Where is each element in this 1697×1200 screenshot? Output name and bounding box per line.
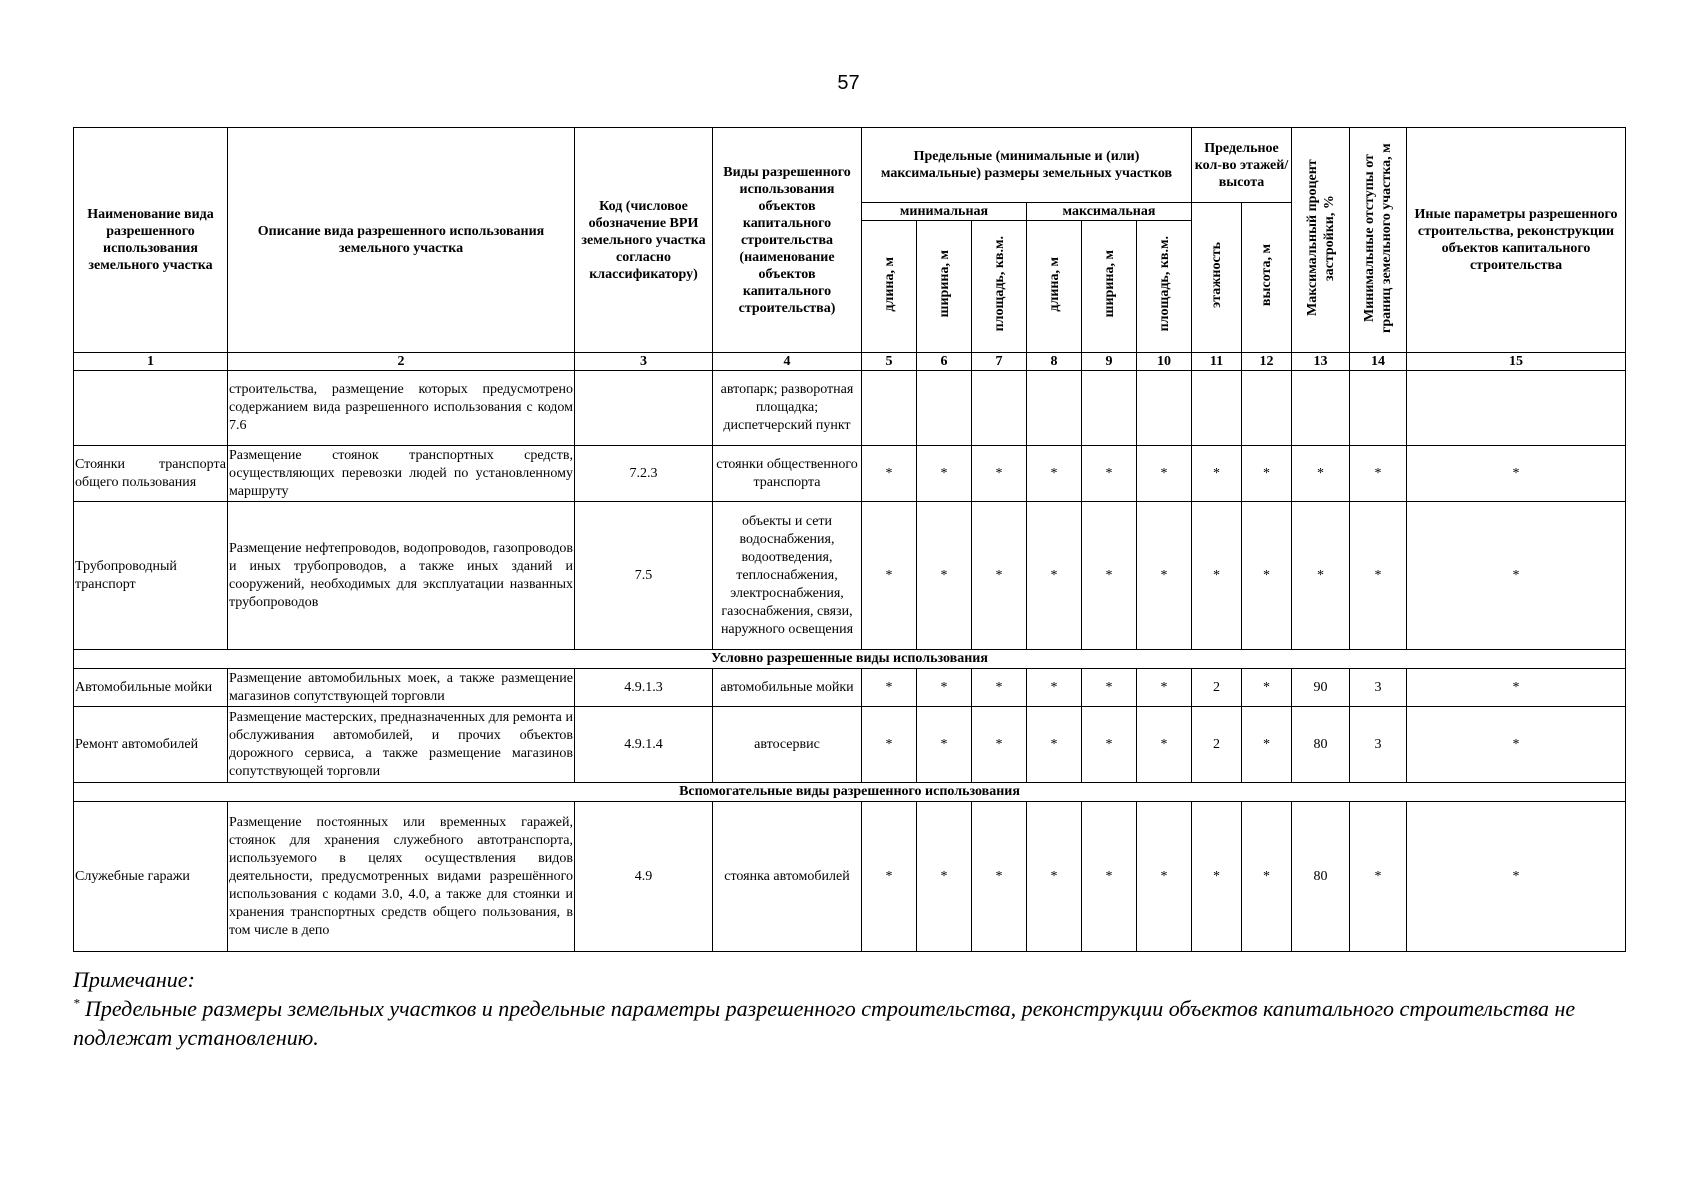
footnote — [73, 965, 1633, 1052]
use-name: Ремонт автомобилей — [74, 707, 228, 783]
cell-max-width: * — [1082, 502, 1137, 650]
cell-floors: 2 — [1192, 707, 1242, 783]
header-objects: Виды разрешенного использования объектов капитального строительства (наименование объектов капитального строительства) — [713, 128, 862, 353]
header-description: Описание вида разрешенного использования земельного участка — [228, 128, 575, 353]
header-min-offsets: Минимальные отступы от границ земельного участка, м — [1350, 128, 1407, 353]
cell-floors: * — [1192, 502, 1242, 650]
footnote-text: Предельные размеры земельных участков и предельные параметры разрешенного строительства, реконструкции объектов капитального строительства не подлежат установлению. — [73, 996, 1576, 1050]
cell-min-width: * — [917, 669, 972, 707]
use-name: Стоянки транспорта общего пользования — [74, 446, 228, 502]
use-name: Служебные гаражи — [74, 802, 228, 952]
use-objects: автосервис — [713, 707, 862, 783]
cell-other-params: * — [1407, 502, 1626, 650]
cell-max-area: * — [1137, 707, 1192, 783]
header-name: Наименование вида разрешенного использования земельного участка — [74, 128, 228, 353]
cell-min-width: * — [917, 446, 972, 502]
cell-other-params: * — [1407, 669, 1626, 707]
header-max-width: ширина, м — [1082, 221, 1137, 353]
cell-max-width — [1082, 371, 1137, 446]
header-code: Код (числовое обозначение ВРИ земельного участка согласно классификатору) — [575, 128, 713, 353]
cell-min-area — [972, 371, 1027, 446]
cell-max-percent: 80 — [1292, 707, 1350, 783]
footnote-title: Примечание: — [73, 967, 195, 992]
column-number: 13 — [1292, 353, 1350, 371]
page-number: 57 — [837, 72, 860, 94]
column-number: 3 — [575, 353, 713, 371]
section-auxiliary-title: Вспомогательные виды разрешенного использования — [74, 783, 1626, 802]
cell-min-length: * — [862, 802, 917, 952]
column-number: 11 — [1192, 353, 1242, 371]
header-height: высота, м — [1242, 203, 1292, 353]
column-number: 14 — [1350, 353, 1407, 371]
header-max-percent: Максимальный процент застройки, % — [1292, 128, 1350, 353]
use-code: 7.2.3 — [575, 446, 713, 502]
header-max-length: длина, м — [1027, 221, 1082, 353]
cell-height: * — [1242, 446, 1292, 502]
cell-max-length: * — [1027, 446, 1082, 502]
cell-min-area: * — [972, 802, 1027, 952]
cell-max-area — [1137, 371, 1192, 446]
cell-min-length: * — [862, 502, 917, 650]
use-code: 4.9 — [575, 802, 713, 952]
header-other-params: Иные параметры разрешенного строительства, реконструкции объектов капитального строительства — [1407, 128, 1626, 353]
cell-floors: 2 — [1192, 669, 1242, 707]
cell-max-width: * — [1082, 669, 1137, 707]
cell-max-length: * — [1027, 669, 1082, 707]
header-sizes-group: Предельные (минимальные и (или) максимальные) размеры земельных участков — [862, 128, 1192, 203]
table-row — [74, 802, 1626, 952]
cell-min-offsets: * — [1350, 446, 1407, 502]
use-objects: автомобильные мойки — [713, 669, 862, 707]
section-row — [74, 783, 1626, 802]
cell-min-area: * — [972, 707, 1027, 783]
use-code: 4.9.1.4 — [575, 707, 713, 783]
use-name — [74, 371, 228, 446]
column-number: 1 — [74, 353, 228, 371]
use-code: 7.5 — [575, 502, 713, 650]
header-min-length: длина, м — [862, 221, 917, 353]
cell-max-percent: 90 — [1292, 669, 1350, 707]
cell-min-length: * — [862, 669, 917, 707]
cell-floors: * — [1192, 446, 1242, 502]
use-name: Автомобильные мойки — [74, 669, 228, 707]
cell-height — [1242, 371, 1292, 446]
footnote-mark: * — [73, 995, 80, 1011]
cell-max-length: * — [1027, 502, 1082, 650]
use-description: Размещение нефтепроводов, водопроводов, газопроводов и иных трубопроводов, а также иных зданий и сооружений, необходимых для эксплуатации названных трубопроводов — [228, 502, 575, 650]
cell-max-area: * — [1137, 669, 1192, 707]
cell-min-offsets: 3 — [1350, 669, 1407, 707]
cell-min-area: * — [972, 502, 1027, 650]
cell-min-width: * — [917, 502, 972, 650]
use-objects: стоянка автомобилей — [713, 802, 862, 952]
cell-min-offsets — [1350, 371, 1407, 446]
use-objects: стоянки общественного транспорта — [713, 446, 862, 502]
cell-min-width: * — [917, 802, 972, 952]
column-number: 10 — [1137, 353, 1192, 371]
use-description: строительства, размещение которых предусмотрено содержанием вида разрешенного использования с кодом 7.6 — [228, 371, 575, 446]
cell-other-params: * — [1407, 802, 1626, 952]
cell-height: * — [1242, 802, 1292, 952]
cell-other-params — [1407, 371, 1626, 446]
column-number: 2 — [228, 353, 575, 371]
cell-max-width: * — [1082, 802, 1137, 952]
cell-other-params: * — [1407, 707, 1626, 783]
column-number: 9 — [1082, 353, 1137, 371]
cell-max-percent: * — [1292, 446, 1350, 502]
table-row — [74, 669, 1626, 707]
section-conditional-title: Условно разрешенные виды использования — [74, 650, 1626, 669]
use-description: Размещение мастерских, предназначенных для ремонта и обслуживания автомобилей, и прочих объектов дорожного сервиса, а также размещение магазинов сопутствующей торговли — [228, 707, 575, 783]
header-min-width: ширина, м — [917, 221, 972, 353]
cell-min-width: * — [917, 707, 972, 783]
cell-max-length: * — [1027, 802, 1082, 952]
cell-max-percent: 80 — [1292, 802, 1350, 952]
column-number: 12 — [1242, 353, 1292, 371]
table-row — [74, 371, 1626, 446]
cell-max-area: * — [1137, 502, 1192, 650]
cell-height: * — [1242, 502, 1292, 650]
cell-max-width: * — [1082, 446, 1137, 502]
column-number: 4 — [713, 353, 862, 371]
cell-max-percent — [1292, 371, 1350, 446]
cell-min-offsets: * — [1350, 502, 1407, 650]
land-use-table — [73, 127, 1626, 952]
cell-height: * — [1242, 707, 1292, 783]
header-max-group: максимальная — [1027, 203, 1192, 221]
column-number: 8 — [1027, 353, 1082, 371]
table-row — [74, 502, 1626, 650]
cell-min-length — [862, 371, 917, 446]
cell-max-width: * — [1082, 707, 1137, 783]
use-description: Размещение стоянок транспортных средств, осуществляющих перевозки людей по установленному маршруту — [228, 446, 575, 502]
footnote-body — [73, 994, 1633, 1052]
column-number: 15 — [1407, 353, 1626, 371]
cell-other-params: * — [1407, 446, 1626, 502]
column-number: 7 — [972, 353, 1027, 371]
header-floors-group: Предельное кол-во этажей/ высота — [1192, 128, 1292, 203]
cell-min-length: * — [862, 707, 917, 783]
use-name: Трубопроводный транспорт — [74, 502, 228, 650]
table-row — [74, 446, 1626, 502]
cell-height: * — [1242, 669, 1292, 707]
cell-max-length — [1027, 371, 1082, 446]
header-min-group: минимальная — [862, 203, 1027, 221]
column-number: 5 — [862, 353, 917, 371]
section-row — [74, 650, 1626, 669]
use-description: Размещение постоянных или временных гаражей, стоянок для хранения служебного автотранспорта, используемого в целях осуществления видов деятельности, предусмотренных видами разрешённого использования с кодами 3.0, 4.0, а также для стоянки и хранения транспортных средств общего пользования, в том числе в депо — [228, 802, 575, 952]
cell-min-length: * — [862, 446, 917, 502]
table-row — [74, 707, 1626, 783]
cell-floors — [1192, 371, 1242, 446]
cell-min-area: * — [972, 446, 1027, 502]
use-code — [575, 371, 713, 446]
cell-min-area: * — [972, 669, 1027, 707]
cell-min-width — [917, 371, 972, 446]
header-max-area: площадь, кв.м. — [1137, 221, 1192, 353]
header-floors: этажность — [1192, 203, 1242, 353]
column-number: 6 — [917, 353, 972, 371]
cell-min-offsets: * — [1350, 802, 1407, 952]
header-min-area: площадь, кв.м. — [972, 221, 1027, 353]
cell-max-percent: * — [1292, 502, 1350, 650]
use-objects: объекты и сети водоснабжения, водоотведения, теплоснабжения, электроснабжения, газоснабжения, связи, наружного освещения — [713, 502, 862, 650]
cell-min-offsets: 3 — [1350, 707, 1407, 783]
cell-max-area: * — [1137, 802, 1192, 952]
cell-max-area: * — [1137, 446, 1192, 502]
use-description: Размещение автомобильных моек, а также размещение магазинов сопутствующей торговли — [228, 669, 575, 707]
cell-floors: * — [1192, 802, 1242, 952]
cell-max-length: * — [1027, 707, 1082, 783]
use-objects: автопарк; разворотная площадка; диспетчерский пункт — [713, 371, 862, 446]
use-code: 4.9.1.3 — [575, 669, 713, 707]
